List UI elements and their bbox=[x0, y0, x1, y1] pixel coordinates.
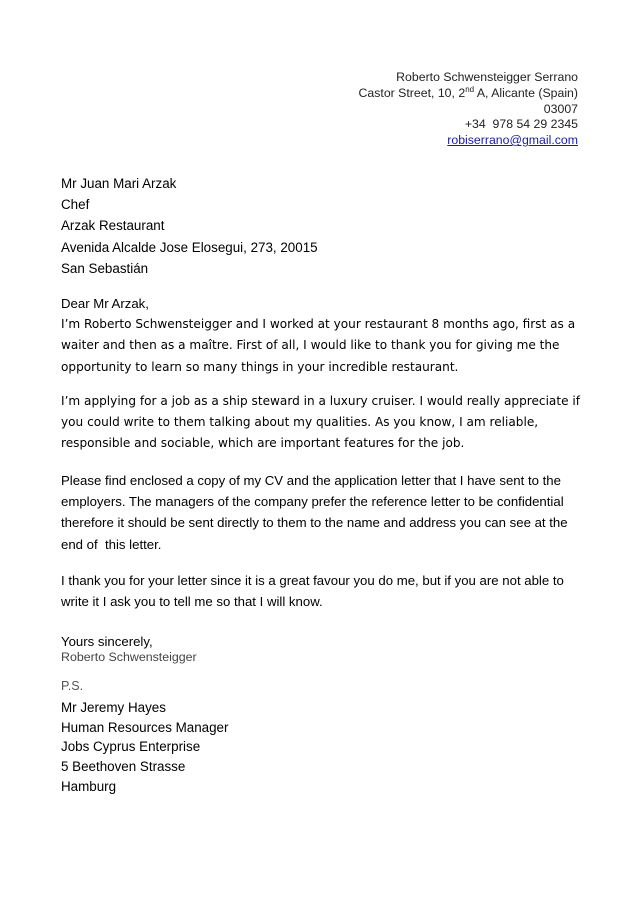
sender-address-block bbox=[359, 70, 578, 149]
recipient-address-block bbox=[61, 173, 318, 279]
paragraph-line: employers. The managers of the company prefer the reference letter to be confidential bbox=[61, 494, 564, 510]
letter-paragraph-3 bbox=[61, 470, 581, 555]
sender-email-link[interactable]: robiserrano@gmail.com bbox=[447, 133, 578, 148]
sender-street-main: Castor Street, 10, 2 bbox=[358, 85, 466, 100]
letter-paragraph-4 bbox=[61, 570, 581, 612]
letter-paragraph-2 bbox=[61, 391, 581, 455]
postscript-title: Human Resources Manager bbox=[61, 719, 229, 735]
paragraph-line: opportunity to learn so many things in your incredible restaurant. bbox=[61, 359, 459, 374]
closing-phrase: Yours sincerely, bbox=[61, 634, 153, 649]
postscript-city: Hamburg bbox=[61, 778, 117, 794]
sender-street bbox=[359, 86, 578, 102]
postscript-block bbox=[61, 677, 228, 797]
paragraph-line: you could write to them talking about my qualities. As you know, I am reliable, bbox=[61, 415, 539, 430]
recipient-company: Arzak Restaurant bbox=[61, 218, 165, 234]
sender-name: Roberto Schwensteigger Serrano bbox=[396, 70, 578, 84]
recipient-street: Avenida Alcalde Jose Elosegui, 273, 20015 bbox=[61, 239, 318, 255]
paragraph-line: waiter and then as a maître. First of all, I would like to thank you for giving me the bbox=[61, 338, 560, 353]
sender-postcode: 03007 bbox=[543, 101, 578, 116]
postscript-street: 5 Beethoven Strasse bbox=[61, 759, 186, 775]
sender-street-ordinal: nd bbox=[465, 84, 475, 94]
recipient-city: San Sebastián bbox=[61, 260, 149, 276]
signature-name: Roberto Schwensteigger bbox=[61, 650, 197, 664]
recipient-name: Mr Juan Mari Arzak bbox=[61, 176, 177, 191]
paragraph-line: responsible and sociable, which are important features for the job. bbox=[61, 436, 465, 451]
paragraph-line: I thank you for your letter since it is a great favour you do me, but if you are not able to bbox=[61, 573, 564, 588]
paragraph-line: I’m Roberto Schwensteigger and I worked at your restaurant 8 months ago, first as a bbox=[61, 317, 576, 332]
paragraph-line: write it I ask you to tell me so that I will know. bbox=[61, 594, 323, 610]
salutation: Dear Mr Arzak, bbox=[61, 296, 149, 311]
paragraph-line: end of this letter. bbox=[61, 536, 162, 552]
postscript-company: Jobs Cyprus Enterprise bbox=[61, 739, 201, 755]
closing-block bbox=[61, 634, 197, 664]
postscript-label: P.S. bbox=[61, 679, 84, 693]
recipient-title: Chef bbox=[61, 197, 90, 213]
postscript-name: Mr Jeremy Hayes bbox=[61, 699, 166, 715]
sender-phone: +34 978 54 29 2345 bbox=[464, 117, 578, 132]
paragraph-line: therefore it should be sent directly to them to the name and address you can see at the bbox=[61, 515, 568, 531]
paragraph-line: Please find enclosed a copy of my CV and the application letter that I have sent to the bbox=[61, 473, 561, 488]
sender-street-rest: A, Alicante (Spain) bbox=[474, 85, 578, 100]
paragraph-line: I’m applying for a job as a ship steward in a luxury cruiser. I would really appreciate if bbox=[61, 394, 580, 408]
letter-paragraph-1 bbox=[61, 293, 581, 378]
